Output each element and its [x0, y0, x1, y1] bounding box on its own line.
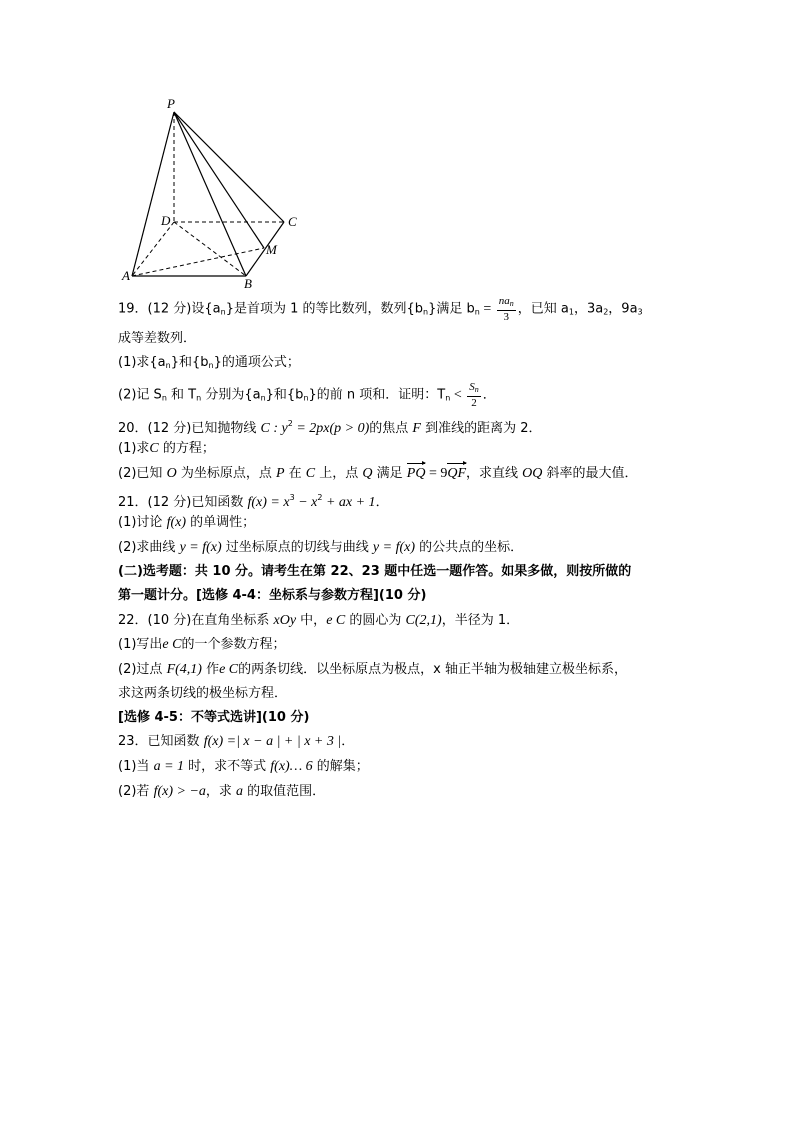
- label-P: P: [167, 96, 175, 111]
- q20-line1: 20．(12 分)已知抛物线 C : $y^2 = 2px(p > 0)$的焦点 F 到准线的距离为 2．: [118, 419, 542, 436]
- section-elective-heading: (二)选考题：共 10 分。请考生在第 22、23 题中任选一题作答。如果多做，则按所做的: [118, 564, 632, 579]
- q23-part2: (2)若 f(x) > −a，求 a 的取值范围．: [118, 784, 326, 799]
- edge-PA: [132, 112, 174, 276]
- edge-PB: [174, 112, 246, 276]
- edge-DB: [174, 222, 246, 276]
- edge-PC: [174, 112, 284, 222]
- q19-part1: (1)求$\{a_n\}$和$\{b_n\}$的通项公式；: [118, 355, 300, 370]
- q20-part1: (1)求C 的方程；: [118, 441, 215, 456]
- q22-line1: 22．(10 分)在直角坐标系 xOy 中，e C 的圆心为 C(2,1)，半径为 1．: [118, 613, 520, 628]
- q22-part2: (2)过点 F(4,1) 作e C的两条切线．以坐标原点为极点，x 轴正半轴为极轴建立极坐标系，: [118, 662, 627, 677]
- pyramid-figure: [118, 92, 318, 292]
- q19-frac: $\frac{na_n}{3}$: [498, 295, 514, 323]
- label-D: D: [161, 213, 171, 228]
- q23-line1: 23．已知函数 f(x) =| x − a | + | x + 3 |．: [118, 734, 355, 749]
- q19-part2: (2)记 $S_n$ 和 $T_n$ 分别为$\{a_n\}$和$\{b_n\}$的前 n 项和．证明：$T_n$ < $\frac{S_n}{2}$ ．: [118, 381, 496, 409]
- q19-line1: 19．(12 分)设$\{a_n\}$是首项为 1 的等比数列，数列$\{b_n\}$满足 $b_n$ = $\frac{na_n}{3}$ ，已知 $a_1$，$3a_2$，$9a_3$: [118, 295, 643, 323]
- q19-frac2: $\frac{S_n}{2}$: [469, 381, 479, 409]
- q23-part1: (1)当 a = 1 时，求不等式 f(x)… 6 的解集；: [118, 759, 369, 774]
- label-M: M: [266, 242, 277, 257]
- q22-part1: (1)写出e C的一个参数方程；: [118, 637, 286, 652]
- edge-PM: [174, 112, 264, 248]
- label-B: B: [244, 276, 252, 291]
- q21-part1: (1)讨论 f(x) 的单调性；: [118, 515, 256, 530]
- label-A: A: [122, 268, 130, 283]
- q21-line1: 21．(12 分)已知函数 $f(x) = x^3 - x^2$ + ax + 1．: [118, 493, 389, 510]
- section-4-5-heading: [选修 4-5：不等式选讲](10 分): [118, 710, 310, 725]
- q20-part2: (2)已知 O 为坐标原点，点 P 在 C 上，点 Q 满足 PQ = 9QF，求直线 OQ 斜率的最大值．: [118, 466, 638, 481]
- q21-part2: (2)求曲线 y = f(x) 过坐标原点的切线与曲线 y = f(x) 的公共点的坐标．: [118, 540, 524, 555]
- q22-part2-cont: 求这两条切线的极坐标方程．: [118, 686, 288, 701]
- section-elective-heading-2: 第一题计分。[选修 4-4：坐标系与参数方程](10 分): [118, 588, 427, 603]
- q19-line2: 成等差数列．: [118, 331, 197, 346]
- label-C: C: [288, 214, 297, 229]
